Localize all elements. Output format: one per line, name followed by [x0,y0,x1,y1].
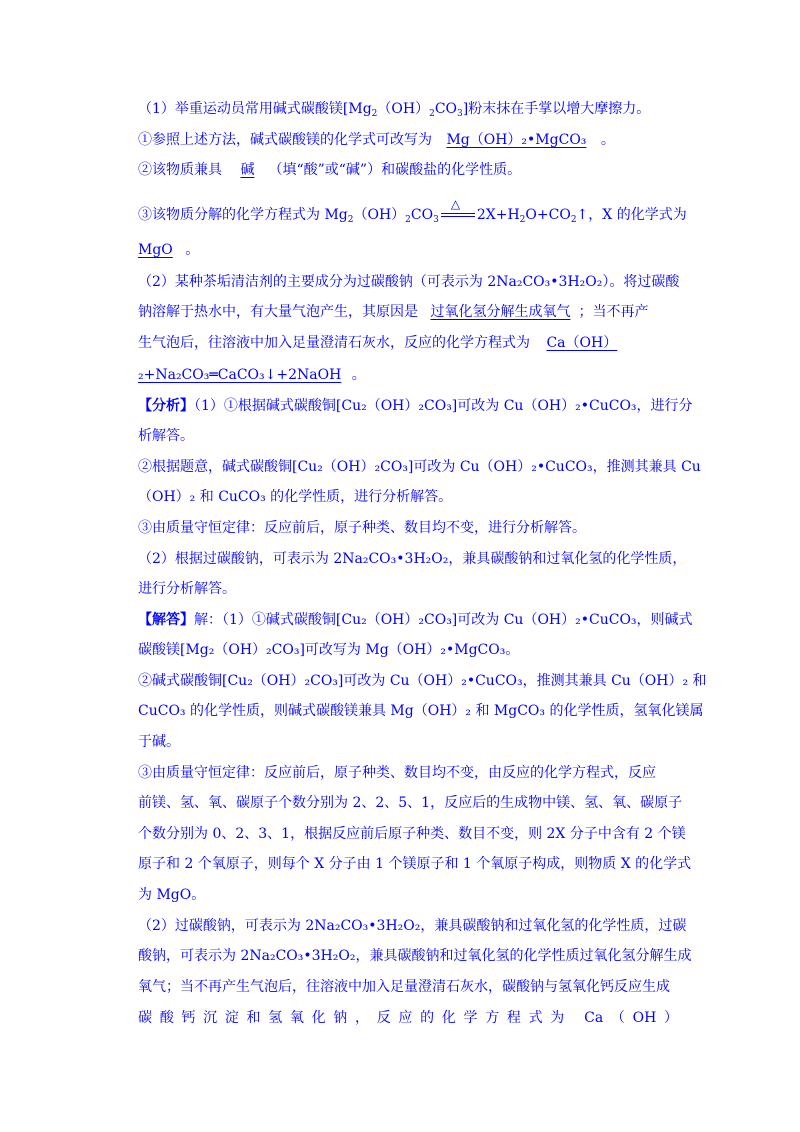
q1-intro-text-a: （1）举重运动员常用碱式碳酸镁[Mg [138,101,372,117]
q1-part3: ③该物质分解的化学方程式为 $Mg_2(OH)_2CO_3$ △ $2X+H_2O+CO_2↑$，X 的化学式为 [138,205,687,225]
answer-label: 【解答】 [138,612,194,628]
q2-line4 [138,365,366,385]
q1-part2 [138,160,521,180]
q1-intro: （1）举重运动员常用碱式碳酸镁$[Mg_2(OH)_2CO_3]$粉末抹在手掌以增大摩擦力。 [138,101,651,119]
answer-line2: 碳酸镁[Mg₂（OH）₂CO₃]可改写为 Mg（OH）₂•MgCO₃。 [138,642,520,658]
q1-part1-answer: Mg（OH）₂•MgCO₃ [446,132,587,148]
q2-line2-text-a: 钠溶解于热水中，有大量气泡产生，其原因是 [138,304,418,320]
answer-line14: 碳酸钙沉淀和氢氧化钠，反应的化学方程式为 Ca（OH） [138,1010,678,1026]
q1-part2-text-a: ②该物质兼具 [138,162,222,178]
q2-answer-2a: Ca（OH） [546,335,618,351]
analysis-line4: （OH）₂ 和 CuCO₃ 的化学性质，进行分析解答。 [138,489,453,505]
q1-part3-text-e: O+CO [525,207,571,223]
q2-line2-text-b: ；当不再产 [578,304,649,320]
analysis-line7: 进行分析解答。 [138,581,236,597]
analysis-label: 【分析】 [138,398,194,414]
q1-part3-text-c: CO [410,207,434,223]
q2-line1: （2）某种茶垢清洁剂的主要成分为过碳酸钠（可表示为 2Na₂CO₃•3H₂O₂）。将过碳酸 [138,274,680,290]
q1-part3-text-b: （OH） [353,207,406,223]
q1-part2-answer: 碱 [240,162,255,178]
q1-intro-text-c: CO [434,101,458,117]
answer-line3: ②碱式碳酸铜[Cu₂（OH）₂CO₃]可改为 Cu（OH）₂•CuCO₃，推测其兼具 Cu（OH）₂ 和 [138,673,707,689]
answer-line13: 氧气；当不再产生气泡后，往溶液中加入足量澄清石灰水，碳酸钠与氢氧化钙反应生成 [138,979,670,995]
answer-line6: ③由质量守恒定律：反应前后，原子种类、数目均不变，由反应的化学方程式，反应 [138,765,656,781]
analysis-line2: 析解答。 [138,428,194,444]
analysis-line1 [138,396,693,416]
answer-line12: 酸钠，可表示为 2Na₂CO₃•3H₂O₂，兼具碳酸钠和过氧化氢的化学性质过氧化氢分解生成 [138,948,692,964]
answer-line1-text: 解：（1）①碱式碳酸铜[Cu₂（OH）₂CO₃]可改为 Cu（OH）₂•CuCO₃，则碱式 [194,612,693,628]
q2-line3-text-a: 生气泡后，往溶液中加入足量澄清石灰水，反应的化学方程式为 [138,335,530,351]
answer-line11: （2）过碳酸钠，可表示为 2Na₂CO₃•3H₂O₂，兼具碳酸钠和过氧化氢的化学性质，过碳 [138,918,687,934]
analysis-line6: （2）根据过碳酸钠，可表示为 2Na₂CO₃•3H₂O₂，兼具碳酸钠和过氧化氢的化学性质， [138,551,687,567]
answer-line8: 个数分别为 0、2、3、1，根据反应前后原子种类、数目不变，则 2X 分子中含有 2 个镁 [138,826,686,842]
analysis-line5: ③由质量守恒定律：反应前后，原子种类、数目均不变，进行分析解答。 [138,520,586,536]
q1-part3-text-d: 2X+H [476,207,520,223]
q1-part3-answer-line: MgO 。 [138,242,200,258]
answer-line7: 前镁、氢、氧、碳原子个数分别为 2、2、5、1，反应后的生成物中镁、氢、氧、碳原子 [138,795,683,811]
answer-line1 [138,610,693,630]
heat-triangle-icon: △ [450,197,461,211]
q1-part3-text-f: ↑，X 的化学式为 [576,207,687,223]
q2-line3 [138,333,621,353]
analysis-line1-text: （1）①根据碱式碳酸铜[Cu₂（OH）₂CO₃]可改为 Cu（OH）₂•CuCO₃，进行分 [194,398,693,414]
q1-part3-answer: MgO [138,242,173,258]
analysis-line3: ②根据题意，碱式碳酸铜[Cu₂（OH）₂CO₃]可改为 Cu（OH）₂•CuCO₃，推测其兼具 Cu [138,459,701,475]
q2-line4-end: 。 [351,367,366,383]
q1-part1-text: ①参照上述方法，碱式碳酸镁的化学式可改写为 [138,132,432,148]
q2-answer-1: 过氧化氢分解生成氧气 [430,304,571,320]
heating-condition-symbol [439,197,477,220]
q1-part2-text-b: （填“酸”或“碱”）和碳酸盐的化学性质。 [268,162,522,178]
answer-line4: CuCO₃ 的化学性质，则碱式碳酸镁兼具 Mg（OH）₂ 和 MgCO₃ 的化学性质，氢氧化镁属 [138,703,704,719]
answer-line9: 原子和 2 个氧原子，则每个 X 分子由 1 个镁原子和 1 个氧原子构成，则物质 X 的化学式 [138,856,692,872]
q1-intro-text-b: （OH） [377,101,430,117]
q1-part3-text-a: ③该物质分解的化学方程式为 Mg [138,207,348,223]
answer-line10: 为 MgO。 [138,887,206,903]
q2-line2 [138,302,648,322]
q2-answer-2b: ₂+Na₂CO₃═CaCO₃↓+2NaOH [138,367,342,383]
q1-intro-text-d: ]粉末抹在手掌以增大摩擦力。 [462,101,651,117]
q1-part1: ①参照上述方法，碱式碳酸镁的化学式可改写为 Mg（OH）₂•MgCO₃ 。 [138,132,615,148]
answer-line5: 于碱。 [138,734,180,750]
